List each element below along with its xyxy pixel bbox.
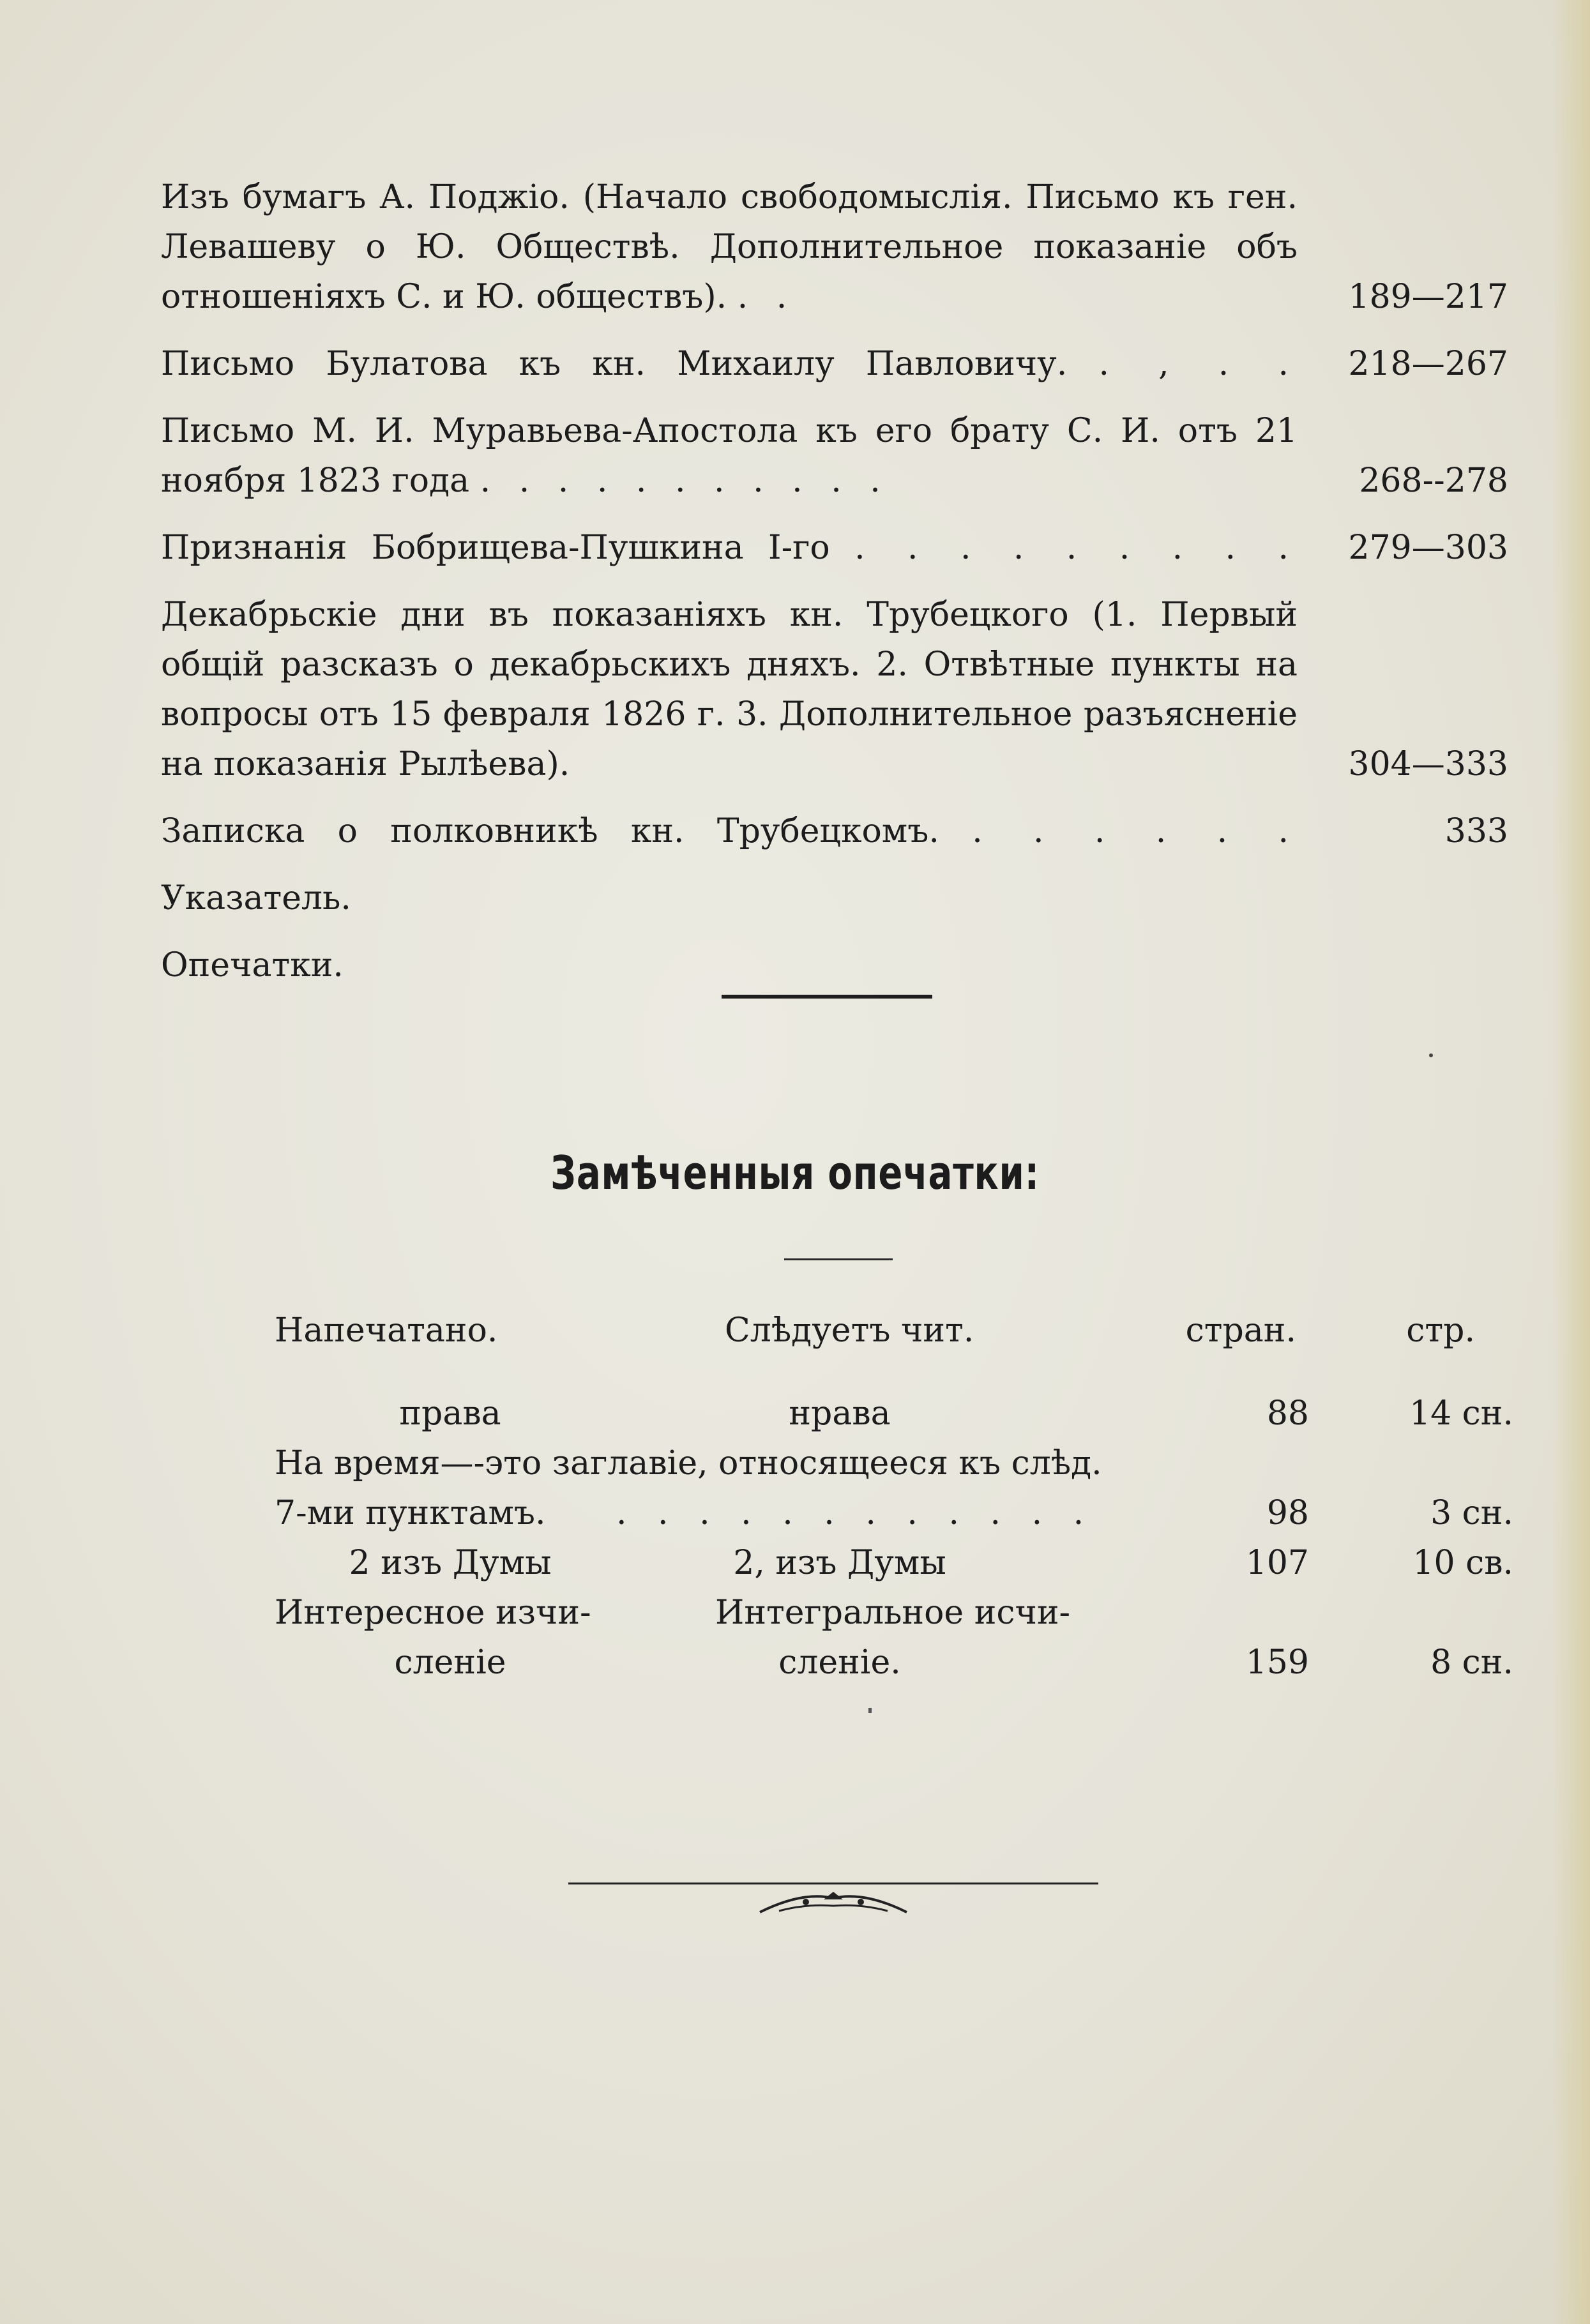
toc-entry-title: Письмо Булатова къ кн. Михаилу Павловичу. [161, 345, 1068, 383]
toc-page-range: 268--278 [1359, 462, 1508, 500]
toc-entry-title: Записка о полковникѣ кн. Трубецкомъ. [161, 812, 939, 850]
errata-printed: сленіе [394, 1643, 506, 1682]
toc-entry [161, 523, 1508, 573]
section-divider-rule [722, 995, 932, 999]
errata-printed: права [399, 1394, 501, 1433]
errata-read: 2, изъ Думы [733, 1544, 946, 1582]
errata-line: 14 сн. [1409, 1394, 1513, 1433]
errata-table [275, 1306, 1513, 1687]
errata-read: сленіе. [778, 1643, 901, 1682]
toc-leader-dots: . . . . . . [972, 812, 1298, 850]
toc-entry-title: Указатель. [161, 879, 351, 917]
toc-page-range: 279—303 [1348, 529, 1508, 567]
toc-entry [161, 339, 1508, 389]
toc-leader-dots: . . [737, 278, 796, 316]
toc-entry-title: Опечатки. [161, 946, 344, 985]
errata-page: 159 [1245, 1643, 1309, 1682]
errata-row [275, 1438, 1507, 1488]
column-header-line: стр. [1406, 1311, 1475, 1350]
toc-entry-title: Письмо М. И. Муравьева-Апостола къ его брату С. И. отъ 21 ноября 1823 года [161, 412, 1298, 500]
toc-entry [161, 590, 1508, 789]
errata-page: 98 [1266, 1494, 1309, 1532]
errata-row [275, 1638, 1513, 1687]
errata-printed: На время—-это заглавіе, относящееся къ слѣд. [275, 1444, 1102, 1483]
errata-heading: Замѣченныя опечатки: [550, 1146, 1040, 1200]
heading-underline-rule [784, 1258, 893, 1260]
errata-read: нрава [789, 1394, 891, 1433]
errata-row [275, 1588, 1507, 1638]
toc-entry [161, 406, 1508, 506]
errata-row [275, 1538, 1513, 1588]
ornament-flourish-icon [568, 1874, 1098, 1925]
toc-page-range: 189—217 [1348, 278, 1508, 316]
errata-header-row [275, 1306, 1507, 1370]
toc-page-range: 333 [1444, 812, 1508, 850]
errata-page: 88 [1266, 1394, 1309, 1433]
errata-row [275, 1389, 1513, 1438]
toc-entry [161, 172, 1508, 322]
toc-entry-title: Признанія Бобрищева-Пушкина I-го [161, 529, 830, 567]
scan-speck [1429, 1053, 1433, 1057]
errata-printed: 2 изъ Думы [349, 1544, 552, 1582]
toc-leader-dots: . . . . . . . . . [854, 529, 1298, 567]
errata-line: 10 св. [1412, 1544, 1513, 1582]
errata-line: 3 сн. [1430, 1494, 1513, 1532]
errata-read: Интегральное исчи- [715, 1594, 1071, 1632]
scan-speck [868, 1708, 872, 1713]
leader-dots: . . . . . . . . . . . . [616, 1494, 1094, 1532]
toc-leader-dots: . , . . [1098, 345, 1298, 383]
column-header-page: стран. [1185, 1311, 1296, 1350]
column-header-printed: Напечатано. [275, 1311, 498, 1350]
page-edge-shadow [1552, 0, 1590, 2324]
toc-entry [161, 873, 1508, 923]
toc-page-range: 304—333 [1348, 745, 1508, 783]
table-of-contents [161, 172, 1508, 1007]
errata-line: 8 сн. [1430, 1643, 1513, 1682]
errata-printed: 7-ми пунктамъ. [275, 1494, 546, 1532]
column-header-read: Слѣдуетъ чит. [725, 1311, 974, 1350]
toc-leader-dots: . . . . . . . . . . . [480, 462, 890, 500]
errata-printed: Интересное изчи- [275, 1594, 591, 1632]
toc-entry [161, 806, 1508, 856]
toc-entry [161, 940, 1508, 990]
errata-page: 107 [1245, 1544, 1309, 1582]
toc-page-range: 218—267 [1348, 345, 1508, 383]
toc-entry-title: Декабрьскіе дни въ показаніяхъ кн. Трубецкого (1. Первый общій разсказъ о декабрьскихъ дняхъ. 2. Отвѣтные пункты на вопросы отъ 15 февраля 1826 г. 3. Дополнительное разъясненіе на показанія Рылѣева). [161, 596, 1298, 783]
errata-row [275, 1488, 1513, 1538]
toc-entry-title: Изъ бумагъ А. Поджіо. (Начало свободомыслія. Письмо къ ген. Левашеву о Ю. Обществѣ. Дополнительное показаніе объ отношеніяхъ С. и Ю. обществъ). [161, 178, 1298, 316]
